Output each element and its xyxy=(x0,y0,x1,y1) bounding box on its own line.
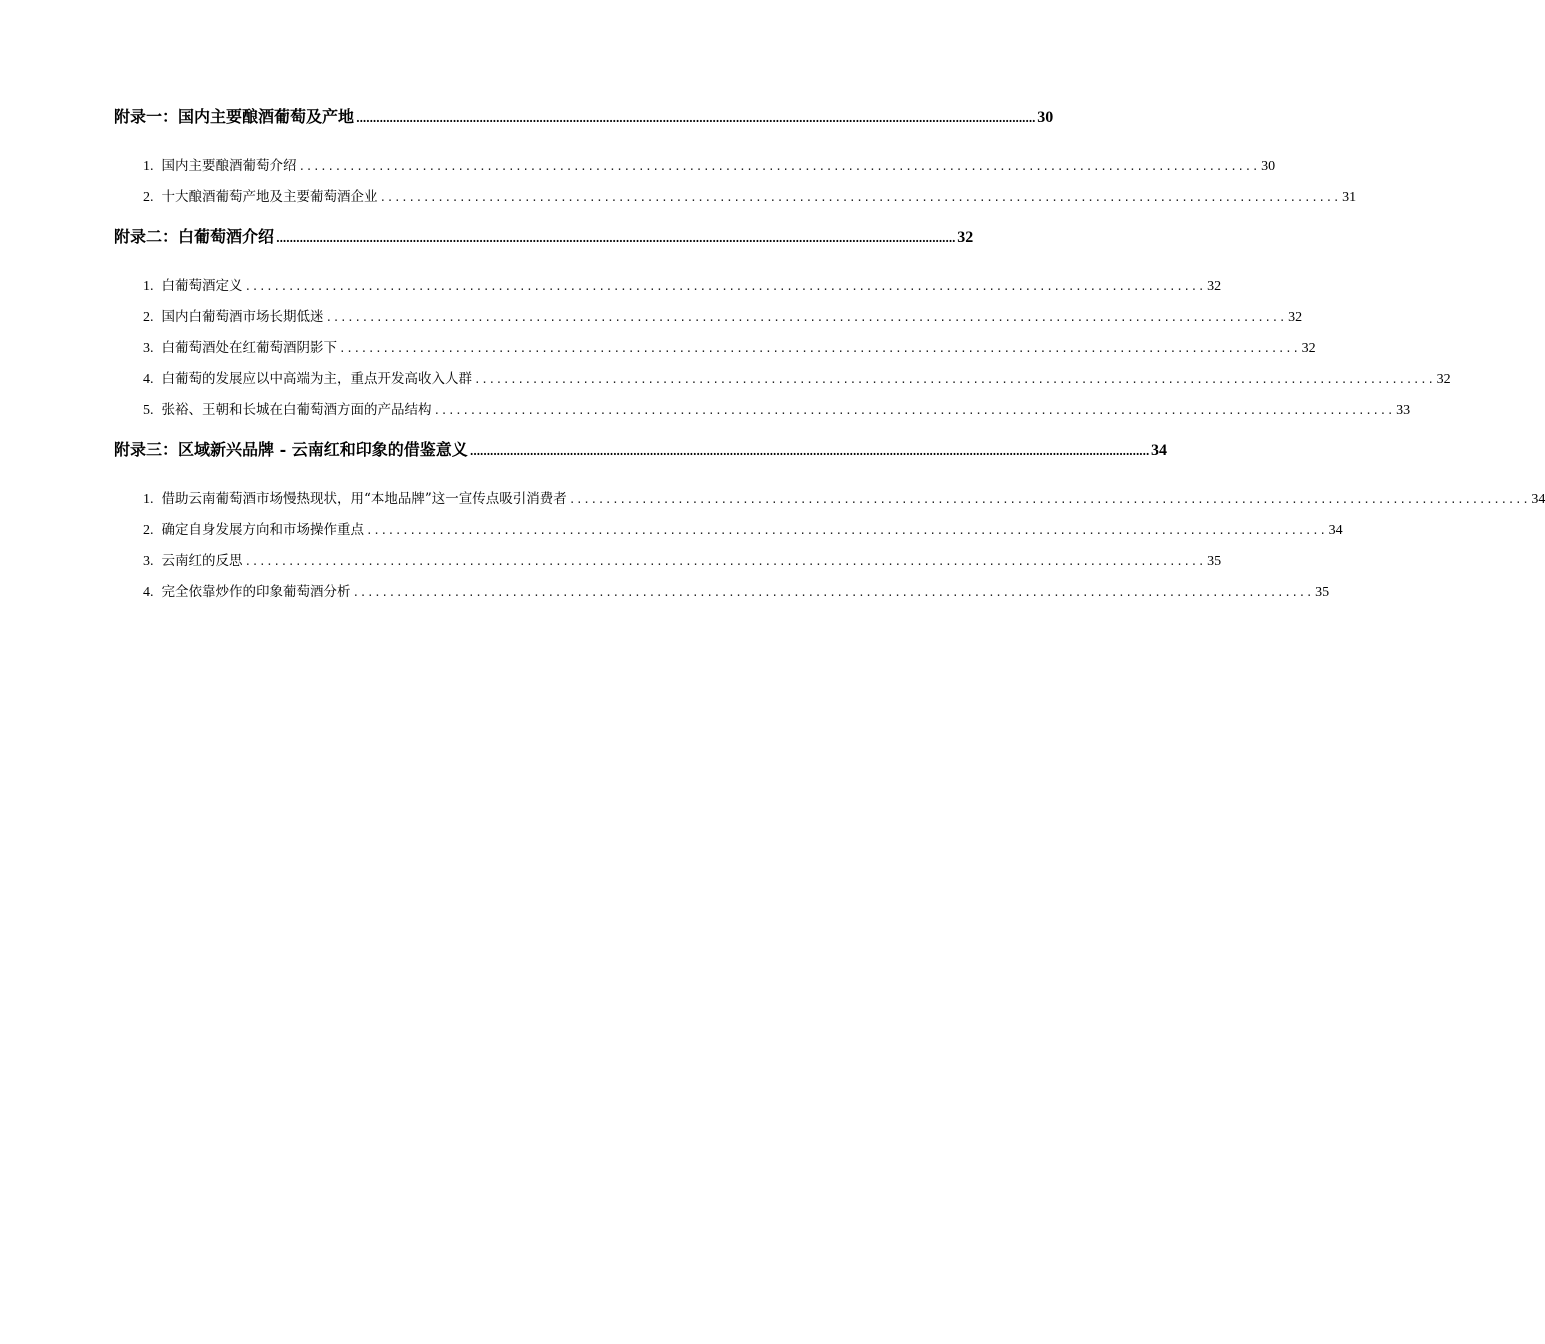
toc-entry-number: 1. xyxy=(143,492,154,507)
toc-entry-link[interactable] xyxy=(114,487,1545,518)
toc-entry-page: 31 xyxy=(1342,190,1357,205)
toc-entry-number: 2. xyxy=(143,523,154,538)
toc-entry-link[interactable] xyxy=(114,580,1330,611)
dot-leader: ..................................................................................................................................... xyxy=(474,373,1435,386)
toc-entry-title: 白葡萄的发展应以中高端为主，重点开发高收入人群 xyxy=(161,371,472,387)
toc-entry-link[interactable] xyxy=(114,185,1357,216)
toc-entry-page: 32 xyxy=(1301,341,1316,356)
toc-entry-page: 30 xyxy=(1261,159,1276,174)
toc-entry-title: 云南红的反思 xyxy=(161,553,243,569)
toc-entry-number: 1. xyxy=(143,279,154,294)
toc-heading-page: 34 xyxy=(1151,442,1168,459)
toc-entry-link[interactable] xyxy=(114,336,1316,367)
toc-heading-title: 附录二：白葡萄酒介绍 xyxy=(114,227,275,246)
toc-entry-title: 张裕、王朝和长城在白葡萄酒方面的产品结构 xyxy=(161,402,432,418)
dot-leader: ............................................................................................................................................................................................................ xyxy=(469,445,1150,458)
toc-entry-title: 国内主要酿酒葡萄介绍 xyxy=(161,158,297,174)
toc-section-appendix-1 xyxy=(114,104,1357,220)
dot-leader: ............................................................................................................................................................................................................ xyxy=(356,112,1036,125)
toc-entry-link[interactable] xyxy=(114,398,1411,429)
dot-leader: ..................................................................................................................................... xyxy=(298,160,1260,173)
toc-entry-title: 完全依靠炒作的印象葡萄酒分析 xyxy=(161,584,351,600)
dot-leader: ............................................................................................................................................................................................................ xyxy=(276,232,956,245)
toc-entry-title: 白葡萄酒定义 xyxy=(161,278,243,294)
toc-entry-number: 1. xyxy=(143,159,154,174)
toc-heading-page: 32 xyxy=(957,229,974,246)
toc-section-appendix-2 xyxy=(114,224,1451,433)
toc-entry-link[interactable] xyxy=(114,305,1303,336)
toc-heading-title: 附录一：国内主要酿酒葡萄及产地 xyxy=(114,107,355,126)
dot-leader: ..................................................................................................................................... xyxy=(244,280,1206,293)
dot-leader: ..................................................................................................................................... xyxy=(352,586,1314,599)
toc-entry-page: 35 xyxy=(1207,554,1222,569)
toc-heading-link[interactable] xyxy=(114,224,974,264)
toc-entry-page: 32 xyxy=(1436,372,1451,387)
toc-section-appendix-3 xyxy=(114,437,1545,615)
dot-leader: ..................................................................................................................................... xyxy=(433,404,1395,417)
toc-heading-title: 附录三：区域新兴品牌 - 云南红和印象的借鉴意义 xyxy=(114,440,468,459)
toc-entry-page: 35 xyxy=(1315,585,1330,600)
toc-entry-page: 34 xyxy=(1328,523,1343,538)
table-of-contents xyxy=(114,100,1545,615)
toc-entry-page: 32 xyxy=(1207,279,1222,294)
toc-entry-title: 确定自身发展方向和市场操作重点 xyxy=(161,522,364,538)
toc-entry-link[interactable] xyxy=(114,274,1222,305)
toc-entry-link[interactable] xyxy=(114,518,1343,549)
toc-entry-number: 3. xyxy=(143,554,154,569)
toc-entry-page: 32 xyxy=(1288,310,1303,325)
dot-leader: ..................................................................................................................................... xyxy=(325,311,1287,324)
dot-leader: ..................................................................................................................................... xyxy=(244,555,1206,568)
toc-entry-number: 5. xyxy=(143,403,154,418)
toc-entry-link[interactable] xyxy=(114,549,1222,580)
toc-heading-link[interactable] xyxy=(114,437,1168,477)
toc-entry-page: 33 xyxy=(1396,403,1411,418)
toc-entry-title: 借助云南葡萄酒市场慢热现状，用“本地品牌”这一宣传点吸引消费者 xyxy=(161,491,567,507)
toc-entry-link[interactable] xyxy=(114,154,1276,185)
toc-entry-number: 2. xyxy=(143,310,154,325)
dot-leader: ..................................................................................................................................... xyxy=(568,493,1530,506)
toc-entry-page: 34 xyxy=(1531,492,1545,507)
toc-entry-title: 白葡萄酒处在红葡萄酒阴影下 xyxy=(161,340,337,356)
toc-entry-number: 4. xyxy=(143,372,154,387)
toc-entry-title: 国内白葡萄酒市场长期低迷 xyxy=(161,309,324,325)
dot-leader: ..................................................................................................................................... xyxy=(339,342,1300,355)
toc-heading-page: 30 xyxy=(1037,109,1054,126)
toc-entry-number: 4. xyxy=(143,585,154,600)
toc-entry-title: 十大酿酒葡萄产地及主要葡萄酒企业 xyxy=(161,189,378,205)
dot-leader: ..................................................................................................................................... xyxy=(379,191,1341,204)
toc-entry-number: 2. xyxy=(143,190,154,205)
dot-leader: ..................................................................................................................................... xyxy=(366,524,1327,537)
toc-heading-link[interactable] xyxy=(114,104,1054,144)
toc-entry-link[interactable] xyxy=(114,367,1451,398)
toc-entry-number: 3. xyxy=(143,341,154,356)
